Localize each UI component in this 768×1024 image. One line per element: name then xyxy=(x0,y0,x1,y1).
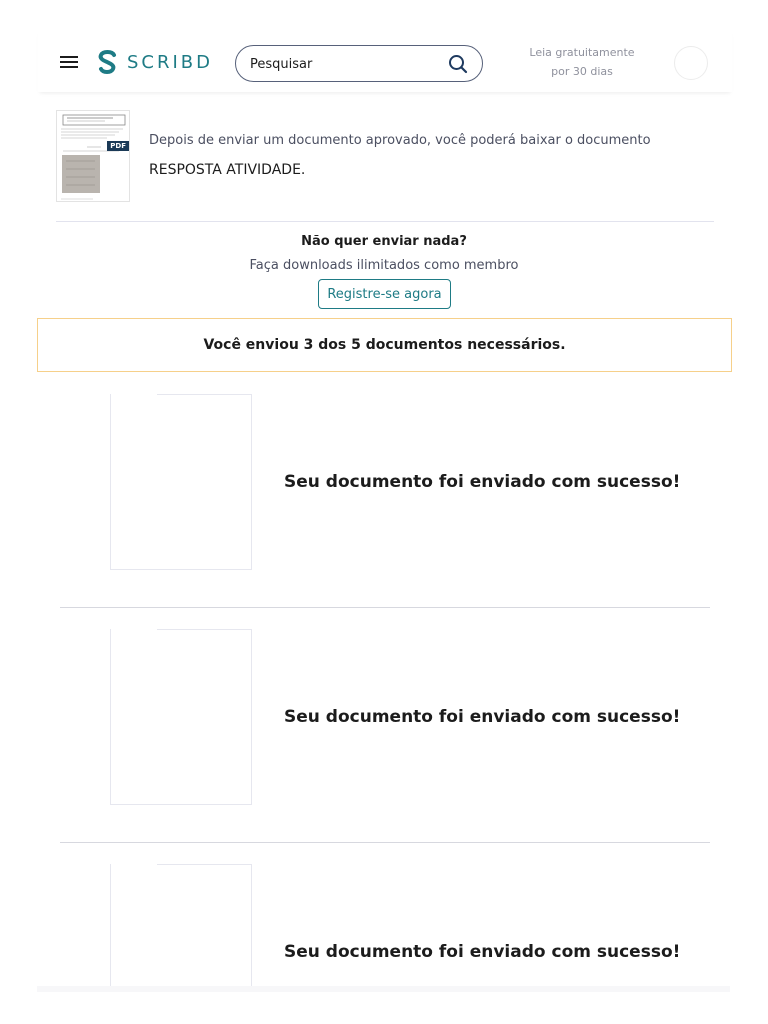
register-button[interactable]: Registre-se agora xyxy=(318,279,451,309)
uploaded-document-thumbnail xyxy=(110,629,252,805)
uploaded-document-item xyxy=(60,607,710,843)
approved-document-row xyxy=(56,108,714,222)
uploaded-document-thumbnail xyxy=(110,864,252,988)
search-icon[interactable] xyxy=(448,54,468,74)
free-trial-line-1: Leia gratuitamente xyxy=(529,46,635,59)
uploaded-document-thumbnail xyxy=(110,394,252,570)
upload-success-message: Seu documento foi enviado com sucesso! xyxy=(284,707,681,727)
upload-progress-banner xyxy=(37,318,732,372)
unlimited-downloads-text: Faça downloads ilimitados como membro xyxy=(249,258,519,273)
logo-text: SCRIBD xyxy=(127,51,214,73)
free-trial-link[interactable] xyxy=(516,43,648,81)
document-preview-image xyxy=(57,111,130,202)
upload-success-message: Seu documento foi enviado com sucesso! xyxy=(284,472,681,492)
hamburger-menu-icon[interactable] xyxy=(58,54,80,70)
upload-success-message: Seu documento foi enviado com sucesso! xyxy=(284,942,681,962)
no-upload-question: Não quer enviar nada? xyxy=(301,234,467,249)
document-title: RESPOSTA ATIVIDADE. xyxy=(149,162,306,178)
pdf-badge: PDF xyxy=(107,141,129,151)
uploaded-document-item xyxy=(60,372,710,608)
scribd-logo-icon xyxy=(95,49,119,75)
scribd-logo[interactable] xyxy=(95,48,213,76)
document-thumbnail[interactable] xyxy=(56,110,130,202)
user-avatar[interactable] xyxy=(674,46,708,80)
top-navigation-bar xyxy=(38,30,732,92)
search-box[interactable] xyxy=(235,45,483,82)
download-requirement-text: Depois de enviar um documento aprovado, você poderá baixar o documento xyxy=(149,133,651,148)
upload-progress-text: Você enviou 3 dos 5 documentos necessários. xyxy=(203,337,566,353)
free-trial-line-2: por 30 dias xyxy=(551,65,613,78)
page-bottom-edge xyxy=(37,986,730,992)
uploaded-document-item xyxy=(60,842,710,988)
search-input[interactable] xyxy=(250,54,440,74)
